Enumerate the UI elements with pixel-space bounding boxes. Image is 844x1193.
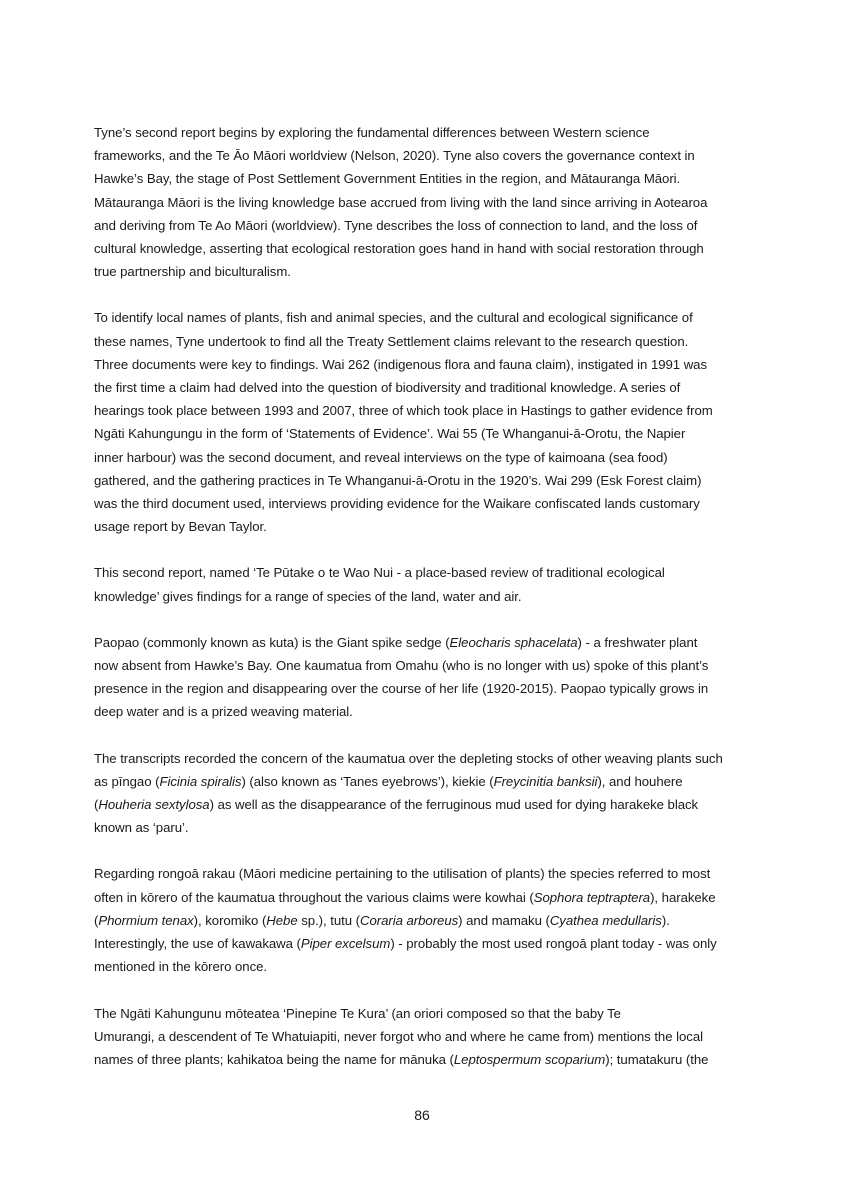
- paragraph: [94, 631, 754, 724]
- species-name-italic: Phormium tenax: [98, 912, 194, 928]
- text-line: [94, 747, 754, 770]
- page-number: 86: [414, 1107, 430, 1123]
- paragraph: [94, 306, 754, 538]
- text-line: [94, 816, 754, 839]
- text-run: Interestingly, the use of kawakawa (: [94, 936, 301, 952]
- text-line: [94, 446, 754, 469]
- text-line: [94, 399, 754, 422]
- species-name-italic: Sophora teptraptera: [533, 889, 651, 905]
- text-line: [94, 1025, 754, 1048]
- paragraph: [94, 121, 754, 283]
- text-run: Three documents were key to findings. Wai 262 (indigenous flora and fauna claim), instigated in 1991 was: [94, 356, 708, 372]
- text-run: known as ‘paru’.: [94, 820, 189, 836]
- text-run: gathered, and the gathering practices in Te Whanganui-ā-Orotu in the 1920’s. Wai 299 (Esk Forest claim): [94, 472, 702, 488]
- text-run: ), koromiko (: [193, 912, 267, 928]
- text-run: often in kōrero of the kaumatua throughout the various claims were kowhai (: [94, 889, 534, 905]
- species-name-italic: Houheria sextylosa: [98, 797, 210, 813]
- text-line: [94, 492, 754, 515]
- text-run: usage report by Bevan Taylor.: [94, 519, 267, 535]
- text-line: [94, 144, 754, 167]
- text-line: [94, 770, 754, 793]
- text-line: [94, 330, 754, 353]
- species-name-italic: Freycinitia banksii: [493, 773, 598, 789]
- text-line: [94, 631, 754, 654]
- text-line: [94, 677, 754, 700]
- text-line: [94, 886, 754, 909]
- species-name-italic: Coraria arboreus: [360, 912, 459, 928]
- species-name-italic: Eleocharis sphacelata: [449, 634, 578, 650]
- text-run: Mātauranga Māori is the living knowledge base accrued from living with the land since arriving in Aotearoa: [94, 194, 708, 210]
- text-run: deep water and is a prized weaving material.: [94, 704, 353, 720]
- text-line: [94, 214, 754, 237]
- text-line: [94, 1002, 754, 1025]
- paragraph: [94, 747, 754, 840]
- text-run: ) and mamaku (: [458, 912, 550, 928]
- text-line: [94, 793, 754, 816]
- paragraph: [94, 1002, 754, 1072]
- text-line: [94, 237, 754, 260]
- text-run: Paopao (commonly known as kuta) is the Giant spike sedge (: [94, 634, 450, 650]
- text-line: [94, 515, 754, 538]
- species-name-italic: Piper excelsum: [300, 936, 391, 952]
- text-line: [94, 700, 754, 723]
- text-run: ) (also known as ‘Tanes eyebrows’), kiekie (: [241, 773, 494, 789]
- text-run: To identify local names of plants, fish and animal species, and the cultural and ecological significance of: [94, 310, 693, 326]
- text-run: ), harakeke: [650, 889, 716, 905]
- paragraph: [94, 561, 754, 607]
- text-run: was the third document used, interviews providing evidence for the Waikare confiscated lands customary: [94, 496, 700, 512]
- text-run: ) as well as the disappearance of the ferruginous mud used for dying harakeke black: [209, 797, 699, 813]
- text-run: The Ngāti Kahungunu mōteatea ‘Pinepine Te Kura’ (an oriori composed so that the baby Te: [94, 1005, 621, 1021]
- text-line: [94, 167, 754, 190]
- text-run: (: [94, 797, 99, 813]
- text-run: The transcripts recorded the concern of the kaumatua over the depleting stocks of other weaving plants such: [94, 750, 723, 766]
- text-run: knowledge’ gives findings for a range of species of the land, water and air.: [94, 588, 522, 604]
- text-run: This second report, named ‘Te Pūtake o te Wao Nui - a place-based review of traditional ecological: [94, 565, 665, 581]
- text-run: ) - a freshwater plant: [577, 634, 698, 650]
- text-run: ); tumatakuru (the: [605, 1051, 709, 1067]
- text-run: (: [94, 912, 99, 928]
- text-line: [94, 1048, 754, 1071]
- text-line: [94, 955, 754, 978]
- text-run: true partnership and biculturalism.: [94, 264, 291, 280]
- text-run: presence in the region and disappearing over the course of her life (1920-2015). Paopao typically grows in: [94, 681, 709, 697]
- text-line: [94, 585, 754, 608]
- text-run: now absent from Hawke’s Bay. One kaumatua from Omahu (who is no longer with us) spoke of this plant’s: [94, 658, 709, 674]
- text-run: Tyne’s second report begins by exploring the fundamental differences between Western science: [94, 125, 650, 140]
- text-run: these names, Tyne undertook to find all the Treaty Settlement claims relevant to the research question.: [94, 333, 689, 349]
- text-run: hearings took place between 1993 and 2007, three of which took place in Hastings to gather evidence from: [94, 403, 713, 419]
- species-name-italic: Cyathea medullaris: [549, 912, 662, 928]
- text-line: [94, 191, 754, 214]
- text-run: and deriving from Te Ao Māori (worldview). Tyne describes the loss of connection to land, and the loss of: [94, 217, 698, 233]
- species-name-italic: Hebe: [266, 912, 298, 928]
- text-run: mentioned in the kōrero once.: [94, 959, 268, 975]
- species-name-italic: Ficinia spiralis: [159, 773, 242, 789]
- body-text: [94, 121, 754, 1094]
- text-run: Hawke’s Bay, the stage of Post Settlement Government Entities in the region, and Mātauranga Māori.: [94, 171, 681, 187]
- text-line: [94, 353, 754, 376]
- text-run: as pīngao (: [94, 773, 160, 789]
- text-line: [94, 121, 754, 144]
- paragraph: [94, 862, 754, 978]
- text-line: [94, 422, 754, 445]
- text-line: [94, 260, 754, 283]
- text-run: inner harbour) was the second document, and reveal interviews on the type of kaimoana (sea food): [94, 449, 668, 465]
- text-line: [94, 306, 754, 329]
- text-run: names of three plants; kahikatoa being the name for mānuka (: [94, 1051, 454, 1067]
- text-line: [94, 932, 754, 955]
- text-run: ), and houhere: [597, 773, 683, 789]
- text-run: cultural knowledge, asserting that ecological restoration goes hand in hand with social restoration through: [94, 241, 704, 257]
- text-line: [94, 376, 754, 399]
- text-line: [94, 469, 754, 492]
- text-run: Regarding rongoā rakau (Māori medicine pertaining to the utilisation of plants) the species referred to most: [94, 866, 711, 882]
- text-line: [94, 561, 754, 584]
- text-line: [94, 909, 754, 932]
- text-run: the first time a claim had delved into the question of biodiversity and traditional knowledge. A series of: [94, 380, 681, 396]
- text-run: Umurangi, a descendent of Te Whatuiapiti, never forgot who and where he came from) mentions the local: [94, 1028, 703, 1044]
- text-run: frameworks, and the Te Āo Māori worldview (Nelson, 2020). Tyne also covers the governance context in: [94, 148, 695, 164]
- text-run: ) - probably the most used rongoā plant today - was only: [390, 936, 717, 952]
- text-run: sp.), tutu (: [297, 912, 361, 928]
- text-line: [94, 654, 754, 677]
- text-line: [94, 862, 754, 885]
- species-name-italic: Leptospermum scoparium: [453, 1051, 606, 1067]
- text-run: Ngāti Kahungungu in the form of ‘Statements of Evidence’. Wai 55 (Te Whanganui-ā-Orotu, the Napier: [94, 426, 686, 442]
- text-run: ).: [661, 912, 670, 928]
